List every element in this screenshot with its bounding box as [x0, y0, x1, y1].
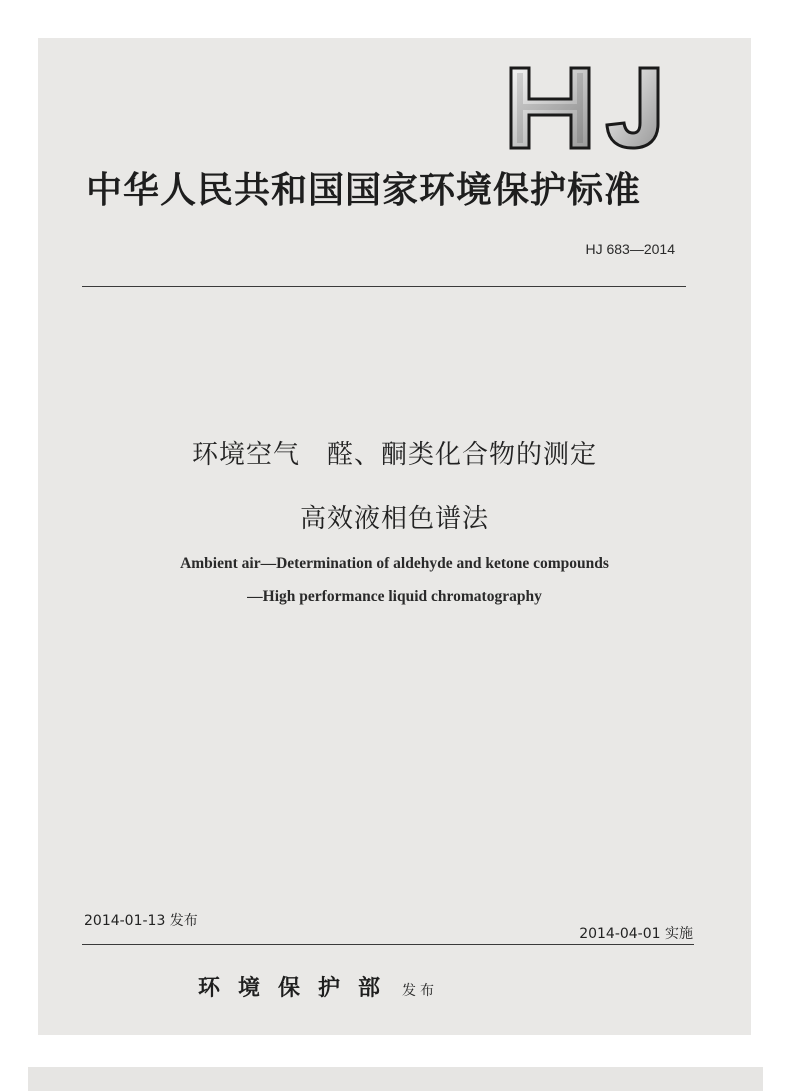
- footer-divider: [82, 944, 694, 945]
- hj-logo: [508, 64, 668, 152]
- hj-logo-letter-h: [511, 68, 589, 148]
- issuer-suffix: 发布: [402, 983, 439, 999]
- document-title-en-line2: —High performance liquid chromatography: [247, 588, 542, 605]
- issuer-line: [198, 971, 438, 1002]
- header-divider: [82, 286, 686, 287]
- issuer-name: 环境保护部: [198, 975, 399, 1001]
- hj-logo-letter-j: [607, 68, 658, 148]
- document-title-cn-line2: 高效液相色谱法: [299, 504, 489, 534]
- document-title-cn-line1: 环境空气 醛、酮类化合物的测定: [191, 440, 597, 470]
- standard-category-title: 中华人民共和国国家环境保护标准: [86, 169, 642, 211]
- document-title-en-line1: Ambient air—Determination of aldehyde and ketone compounds: [180, 555, 609, 572]
- standard-cover: [38, 38, 751, 1035]
- effective-date: 2014-04-01 实施: [579, 926, 693, 942]
- standard-number: HJ 683—2014: [585, 241, 675, 257]
- issue-date: 2014-01-13 发布: [84, 913, 198, 929]
- next-page-edge: [28, 1067, 763, 1091]
